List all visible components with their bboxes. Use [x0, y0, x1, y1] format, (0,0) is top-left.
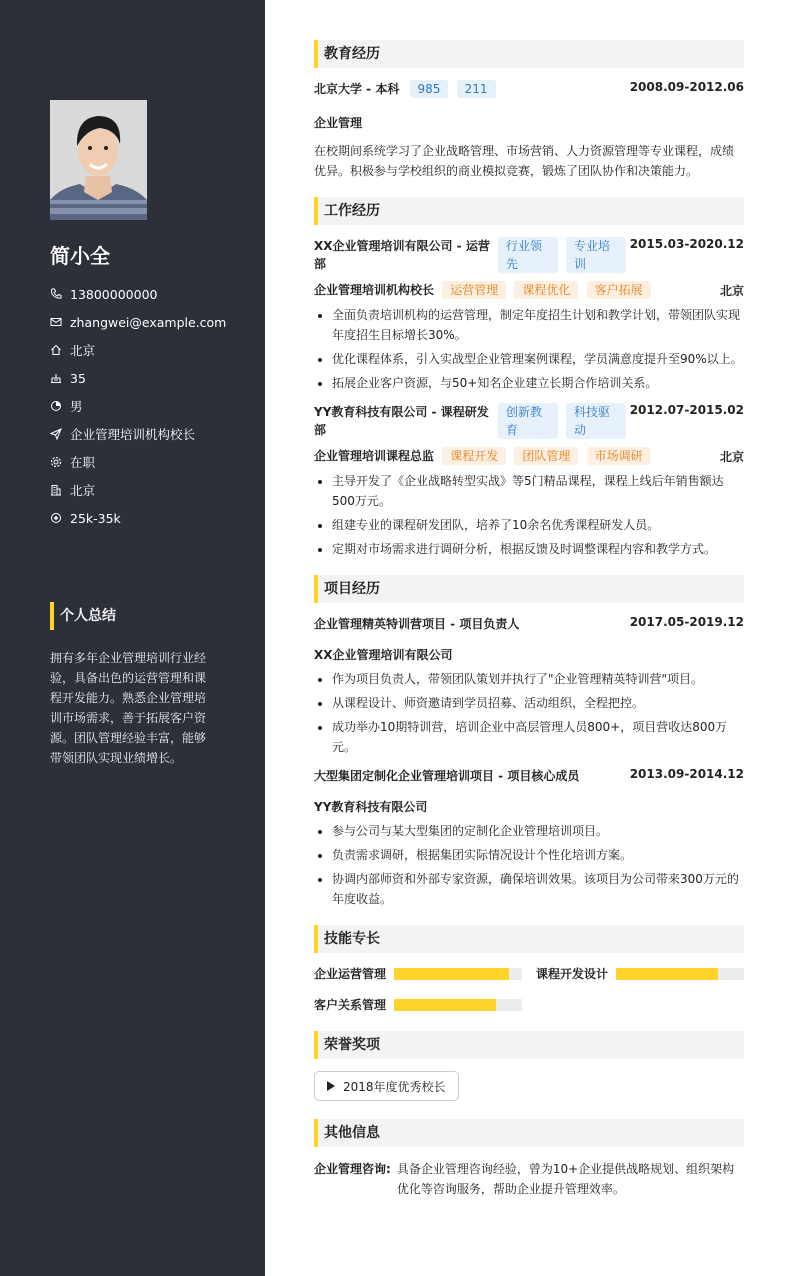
list-item: • 拓展企业客户资源，与50+知名企业建立长期合作培训关系。 — [332, 373, 744, 393]
other-title: 其他信息 — [314, 1119, 744, 1147]
project-org: XX企业管理培训有限公司 — [314, 648, 453, 662]
work-entry — [314, 237, 744, 393]
school-name: 北京大学 - 本科 — [314, 82, 400, 96]
role-tag: 运营管理 — [442, 281, 506, 299]
project-name: 大型集团定制化企业管理培训项目 - 项目核心成员 — [314, 769, 580, 783]
project-bullets — [314, 669, 744, 757]
list-item: • 组建专业的课程研发团队，培养了10余名优秀课程研发人员。 — [332, 515, 744, 535]
position-text: 企业管理培训机构校长 — [70, 427, 196, 442]
gender-text: 男 — [70, 399, 83, 414]
avatar — [50, 100, 147, 220]
company-tag: 专业培训 — [566, 237, 626, 273]
role-name: 企业管理培训课程总监 — [314, 449, 435, 463]
cake-icon — [50, 372, 62, 384]
work-entry — [314, 403, 744, 559]
gender-icon — [50, 400, 62, 412]
play-icon — [327, 1081, 335, 1091]
education-major: 企业管理 — [314, 116, 363, 130]
position-item — [50, 420, 226, 448]
email-item — [50, 308, 226, 336]
salary-item — [50, 504, 226, 532]
profile-photo — [50, 100, 147, 220]
list-item: • 主导开发了《企业战略转型实战》等5门精品课程，课程上线后年销售额达500万元。 — [332, 471, 744, 511]
skill-bar — [616, 968, 744, 980]
list-item: • 参与公司与某大型集团的定制化企业管理培训项目。 — [332, 821, 744, 841]
role-tag: 市场调研 — [587, 447, 651, 465]
skill-bar — [394, 968, 522, 980]
summary-section — [50, 602, 210, 768]
work-title: 工作经历 — [314, 197, 744, 225]
status-text: 在职 — [70, 455, 96, 470]
status-item — [50, 448, 226, 476]
role-tag: 课程优化 — [514, 281, 578, 299]
summary-text: 拥有多年企业管理培训行业经验，具备出色的运营管理和课程开发能力。熟悉企业管理培训市场需求，善于拓展客户资源。团队管理经验丰富，能够带领团队实现业绩增长。 — [50, 651, 207, 765]
education-title: 教育经历 — [314, 40, 744, 68]
company-tag: 创新教育 — [498, 403, 558, 439]
awards-title: 荣誉奖项 — [314, 1031, 744, 1059]
skill-fill — [394, 999, 496, 1011]
skill-item — [314, 965, 522, 982]
list-item: • 协调内部师资和外部专家资源，确保培训效果。该项目为公司带来300万元的年度收益。 — [332, 869, 744, 909]
project-entry — [314, 767, 744, 909]
role-tag: 课程开发 — [442, 447, 506, 465]
location-item — [50, 336, 226, 364]
work-city: 北京 — [719, 449, 744, 464]
candidate-name: 简小全 — [50, 244, 110, 268]
education-desc: 在校期间系统学习了企业战略管理、市场营销、人力资源管理等专业课程，成绩优异。积极参与学校组织的商业模拟竞赛，锻炼了团队协作和决策能力。 — [314, 144, 735, 178]
education-tag: 211 — [457, 80, 496, 98]
city-item — [50, 476, 226, 504]
skill-item — [536, 965, 744, 982]
phone-icon — [50, 288, 62, 300]
target-icon — [50, 512, 62, 524]
phone-item — [50, 280, 226, 308]
education-entry — [314, 80, 744, 181]
project-name: 企业管理精英特训营项目 - 项目负责人 — [314, 617, 520, 631]
age-text: 35 — [70, 370, 86, 386]
sidebar — [0, 0, 265, 1276]
skills-title: 技能专长 — [314, 925, 744, 953]
work-date: 2012.07-2015.02 — [629, 403, 744, 417]
skill-label: 客户关系管理 — [314, 998, 387, 1012]
other-value: 具备企业管理咨询经验，曾为10+企业提供战略规划、组织架构优化等咨询服务，帮助企业提升管理效率。 — [396, 1162, 735, 1196]
skill-item — [314, 996, 522, 1013]
company-name: XX企业管理培训有限公司 - 运营部 — [314, 239, 490, 271]
list-item: • 定期对市场需求进行调研分析，根据反馈及时调整课程内容和教学方式。 — [332, 539, 744, 559]
list-item: • 从课程设计、师资邀请到学员招募、活动组织，全程把控。 — [332, 693, 744, 713]
building-icon — [50, 484, 62, 496]
skills-grid — [314, 965, 744, 1013]
award-item[interactable] — [314, 1071, 459, 1101]
home-icon — [50, 344, 62, 356]
company-tag: 行业领先 — [498, 237, 558, 273]
project-bullets — [314, 821, 744, 909]
mail-icon — [50, 316, 62, 328]
projects-title: 项目经历 — [314, 575, 744, 603]
role-tag: 团队管理 — [514, 447, 578, 465]
skill-fill — [616, 968, 718, 980]
education-date: 2008.09-2012.06 — [629, 80, 744, 94]
project-org: YY教育科技有限公司 — [314, 800, 428, 814]
skill-label: 课程开发设计 — [536, 967, 609, 981]
list-item: • 作为项目负责人，带领团队策划并执行了"企业管理精英特训营"项目。 — [332, 669, 744, 689]
skill-bar — [394, 999, 522, 1011]
work-date: 2015.03-2020.12 — [629, 237, 744, 251]
work-bullets — [314, 305, 744, 393]
award-text: 2018年度优秀校长 — [343, 1079, 446, 1094]
company-tag: 科技驱动 — [566, 403, 626, 439]
skill-fill — [394, 968, 509, 980]
education-tag: 985 — [410, 80, 449, 98]
phone-text: 13800000000 — [70, 286, 158, 302]
location-text: 北京 — [70, 343, 96, 358]
contact-info-list — [50, 280, 226, 532]
summary-title: 个人总结 — [50, 602, 210, 630]
settings-icon — [50, 456, 62, 468]
project-entry — [314, 615, 744, 757]
salary-text: 25k-35k — [70, 510, 121, 526]
city-text: 北京 — [70, 483, 96, 498]
project-date: 2017.05-2019.12 — [629, 615, 744, 629]
list-item: • 优化课程体系，引入实战型企业管理案例课程，学员满意度提升至90%以上。 — [332, 349, 744, 369]
other-key: 企业管理咨询: — [314, 1162, 391, 1176]
company-name: YY教育科技有限公司 - 课程研发部 — [314, 405, 489, 437]
list-item: • 成功举办10期特训营，培训企业中高层管理人员800+，项目营收达800万元。 — [332, 717, 744, 757]
other-info — [314, 1159, 744, 1199]
work-city: 北京 — [719, 283, 744, 298]
role-tag: 客户拓展 — [587, 281, 651, 299]
email-text: zhangwei@example.com — [70, 314, 227, 330]
list-item: • 全面负责培训机构的运营管理，制定年度招生计划和教学计划，带领团队实现年度招生目标增长30%。 — [332, 305, 744, 345]
project-date: 2013.09-2014.12 — [629, 767, 744, 781]
main-content — [314, 40, 744, 1199]
send-icon — [50, 428, 62, 440]
gender-item — [50, 392, 226, 420]
age-item — [50, 364, 226, 392]
list-item: • 负责需求调研，根据集团实际情况设计个性化培训方案。 — [332, 845, 744, 865]
skill-label: 企业运营管理 — [314, 967, 387, 981]
work-bullets — [314, 471, 744, 559]
role-name: 企业管理培训机构校长 — [314, 283, 435, 297]
